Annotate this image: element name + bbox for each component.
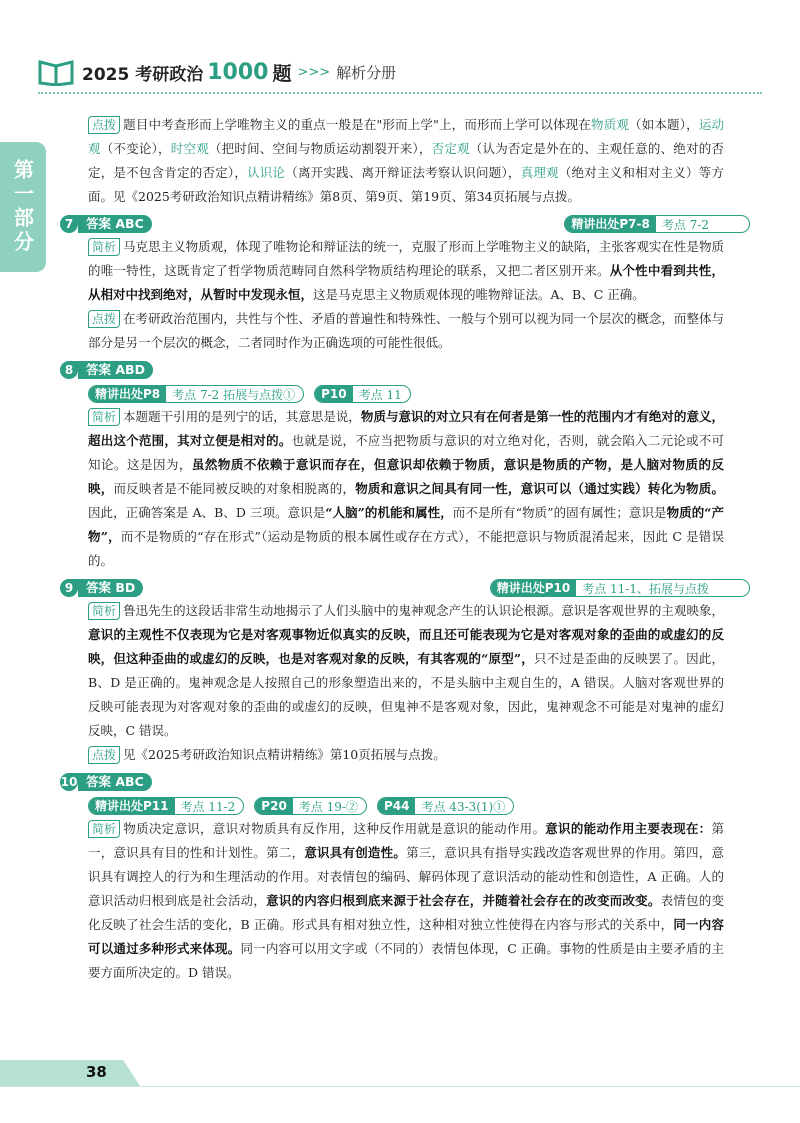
header-section: 解析分册	[336, 63, 397, 82]
text: 也就是说，不应当把物质与意识的对立绝对化，否则，就会陷入二元论或不可知论。这是因为，	[88, 433, 724, 472]
text: （离开实践、离开辩证法考察认识问题），	[285, 165, 521, 180]
text: 精讲出处	[496, 581, 545, 595]
question-number: 9	[60, 579, 78, 597]
header-arrow: >>>	[297, 64, 331, 80]
source-ref	[377, 797, 514, 815]
source-ref	[314, 385, 411, 403]
source-ref	[490, 579, 750, 597]
dianbo-tag: 点拨	[88, 310, 120, 328]
jianxi-tag: 简析	[88, 238, 120, 256]
page-number: 38	[86, 1063, 107, 1081]
answer-label: 答案	[86, 774, 112, 789]
text: 本题题干引用的是列宁的话，其意思是说，	[123, 409, 361, 424]
text: （绝对主义和相对主义）等方面。见《2025考研政治知识点精讲精练》第8页、第9页、第19页、第34页拓展与点拨。	[88, 165, 724, 204]
footer-line	[0, 1086, 800, 1087]
text: 因此，正确答案是 A、B、D 三项。意识是	[88, 505, 326, 520]
q9-header	[60, 577, 724, 599]
text: 只不过是歪曲的反映罢了。因此，B、D 是正确的。鬼神观念是人按照自己的形象塑造出来的，不是头脑中主观自生的，A 错误。人脑对客观世界的反映可能表现为对客观对象的歪曲的或虚幻的反映，但鬼神不是客观对象，因此，鬼神观念不可能是对鬼神的虚幻反映，C 错误。	[88, 651, 724, 738]
jianxi-tag: 简析	[88, 602, 120, 620]
source-point: 考点 7-2	[661, 217, 709, 232]
text: 运动观	[88, 117, 724, 156]
q8-jianxi	[88, 405, 724, 573]
content	[60, 113, 724, 985]
q8-sources	[88, 383, 724, 405]
text: 真理观	[520, 165, 559, 180]
answer-label: 答案	[86, 362, 112, 377]
dianbo-tag: 点拨	[88, 746, 120, 764]
text: 题目中考查形而上学唯物主义的重点一般是在"形而上学"上，而形而上学可以体现在	[123, 117, 592, 132]
text: （把时间、空间与物质运动割裂开来），	[208, 141, 432, 156]
answer-badge	[78, 579, 143, 597]
text: 见《2025考研政治知识点精讲精练》第10页拓展与点拨。	[123, 747, 446, 762]
text: 意识的内容归根到底来源于社会存在，并随着社会存在的改变而改变。	[266, 893, 661, 908]
source-point: 考点 43-3(1)①	[421, 799, 506, 814]
header-divider	[38, 92, 762, 94]
text: 精讲出处	[95, 799, 144, 813]
source-ref	[88, 385, 304, 403]
source-label	[491, 579, 577, 597]
text: 这是马克思主义物质观体现的唯物辩证法。A、B、C 正确。	[313, 287, 645, 302]
source-point: 考点 11	[358, 387, 402, 402]
text: 而不是所有“物质”的固有属性；意识是	[452, 505, 667, 520]
source-label: P20	[255, 797, 293, 815]
text: 时空观	[170, 141, 209, 156]
text: （不变论），	[100, 141, 171, 156]
text: 精讲出处	[571, 217, 620, 231]
intro-dianbo	[88, 113, 724, 209]
text: P8	[143, 387, 161, 401]
q7-dianbo	[88, 307, 724, 355]
answer-value: ABC	[115, 216, 144, 231]
q9-jianxi	[88, 599, 724, 743]
text: 在考研政治范围内，共性与个性、矛盾的普遍性和特殊性、一般与个别可以视为同一个层次的概念，而整体与部分是另一个层次的概念，二者同时作为正确选项的可能性很低。	[88, 311, 724, 350]
text: 虽然物质不依赖于意识而存在，但意识却依赖于物质，意识是物质的产物，是人脑对物质的反映，	[88, 457, 724, 496]
q9-dianbo	[88, 743, 724, 767]
header-suffix: 题	[272, 62, 292, 85]
answer-label: 答案	[86, 580, 112, 595]
text: 第三，意识具有指导实践改造客观世界的作用。第四，意识具有调控人的行为和生理活动的作用。对表情包的编码、解码体现了意识活动的能动性和创造性，A 正确。人的意识活动归根到底是社会活动，	[88, 845, 724, 908]
text: 物质和意识之间具有同一性，意识可以（通过实践）转化为物质。	[355, 481, 724, 496]
source-ref	[564, 215, 750, 233]
source-label	[89, 385, 166, 403]
text: 精讲出处	[95, 387, 144, 401]
answer-value: BD	[115, 580, 136, 595]
text: 同一内容可以用文字或（不同的）表情包体现，C 正确。事物的性质是由主要矛盾的主要方面所决定的。D 错误。	[88, 941, 724, 980]
text: 意识的主观性不仅表现为它是对客观事物近似真实的反映，而且还可能表现为它是对客观对象的歪曲的或虚幻的反映，但这种歪曲的或虚幻的反映，也是对客观对象的反映，有其客观的“原型”，	[88, 627, 724, 666]
text: 而反映者是不能同被反映的对象相脱离的，	[113, 481, 356, 496]
q8-header	[60, 359, 724, 381]
side-tab: 第一部分	[0, 142, 46, 272]
answer-badge	[78, 215, 152, 233]
text: P7-8	[619, 217, 650, 231]
source-ref	[88, 797, 244, 815]
q7-jianxi	[88, 235, 724, 307]
q10-jianxi	[88, 817, 724, 985]
q10-header	[60, 771, 724, 793]
text: 鲁迅先生的这段话非常生动地揭示了人们头脑中的鬼神观念产生的认识论根源。意识是客观世界的主观映象，	[123, 603, 724, 618]
text: 表情包的变化反映了社会生活的变化，B 正确。形式具有相对独立性，这种相对独立性使得在内容与形式的关系中，	[88, 893, 724, 932]
source-ref	[254, 797, 367, 815]
text: 否定观	[431, 141, 470, 156]
text: 物质决定意识，意识对物质具有反作用，这种反作用就是意识的能动作用。	[123, 821, 546, 836]
book-icon	[38, 58, 74, 86]
answer-value: ABD	[115, 362, 145, 377]
footer-band	[0, 1060, 140, 1086]
text: 物质与意识的对立只有在何者是第一性的范围内才有绝对的意义，超出这个范围，其对立便是相对的。	[88, 409, 724, 448]
header-brand: 1000	[207, 59, 269, 85]
source-label: P10	[315, 385, 353, 403]
text: P10	[544, 581, 571, 595]
text: 物质的“产物”，	[88, 505, 724, 544]
answer-badge	[78, 773, 152, 791]
source-label	[565, 215, 656, 233]
text: 意识具有创造性。	[304, 845, 407, 860]
dianbo-tag: 点拨	[88, 116, 120, 134]
source-point: 考点 11-2	[180, 799, 236, 814]
text: 物质观	[591, 117, 630, 132]
question-number: 8	[60, 361, 78, 379]
question-number: 7	[60, 215, 78, 233]
text: 意识的能动作用主要表现在：	[545, 821, 712, 836]
text: “人脑”的机能和属性，	[325, 505, 453, 520]
jianxi-tag: 简析	[88, 820, 120, 838]
text: 而不是物质的“存在形式”（运动是物质的根本属性或存在方式），不能把意识与物质混淆起来，因此 C 是错误的。	[88, 529, 724, 568]
text: （如本题），	[629, 117, 699, 132]
source-point: 考点 7-2 拓展与点拨①	[172, 387, 296, 402]
text: 同一内容可以通过多种形式来体现。	[88, 917, 724, 956]
text: （认为否定是外在的、主观任意的、绝对的否定，是不包含肯定的否定），	[88, 141, 724, 180]
jianxi-tag: 简析	[88, 408, 120, 426]
text: 马克思主义物质观，体现了唯物论和辩证法的统一，克服了形而上学唯物主义的缺陷，主张客观实在性是物质的唯一特性，这既肯定了哲学物质范畴同自然科学物质结构理论的联系，又把二者区别开来。	[88, 239, 724, 278]
source-point: 考点 11-1、拓展与点拨	[582, 581, 709, 596]
source-label	[89, 797, 175, 815]
question-number: 10	[60, 775, 78, 789]
answer-badge	[78, 361, 153, 379]
q10-sources	[88, 795, 724, 817]
answer-value: ABC	[115, 774, 144, 789]
text: P11	[143, 799, 169, 813]
source-point: 考点 19-②	[298, 799, 358, 814]
answer-label: 答案	[86, 216, 112, 231]
text: 认识论	[247, 165, 286, 180]
source-label: P44	[378, 797, 416, 815]
page-header	[38, 52, 396, 92]
q7-header	[60, 213, 724, 235]
text: 第一，意识具有目的性和计划性。第二，	[88, 821, 724, 860]
header-year: 2025 考研政治	[82, 64, 204, 85]
text: 从个性中看到共性，从相对中找到绝对，从暂时中发现永恒，	[88, 263, 724, 302]
